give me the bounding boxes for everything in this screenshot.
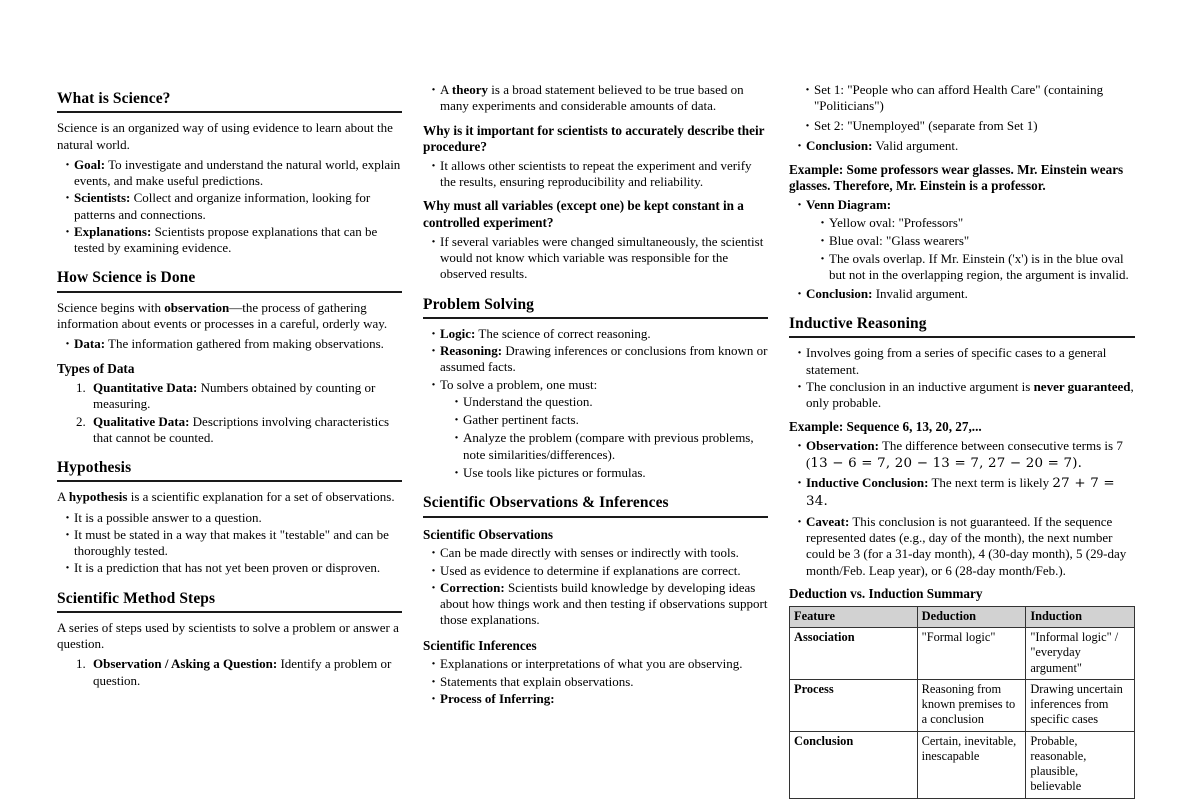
list-item bbox=[797, 475, 1135, 511]
list-item bbox=[65, 157, 402, 190]
bullet-term: Inductive Conclusion: bbox=[806, 475, 929, 491]
hypothesis-bullets bbox=[57, 510, 402, 577]
list-item bbox=[431, 82, 768, 115]
scientific-inferences-bullets bbox=[423, 656, 768, 707]
bullet-term: Scientists: bbox=[74, 190, 131, 206]
bullet-text: Scientists propose explanations that can be tested by examining evidence. bbox=[74, 223, 378, 256]
list-item: · It allows other scientists to repeat the experiment and verify the results, ensuring reproducibility and reliability. bbox=[431, 158, 768, 191]
bullet-text: Collect and organize information, looking for patterns and connections. bbox=[74, 190, 371, 222]
inductive-bullets bbox=[789, 345, 1135, 411]
list-item bbox=[797, 514, 1135, 579]
list-item: · Analyze the problem (compare with previous problems, note similarities/differences). bbox=[454, 430, 768, 463]
bullet-term: Goal: bbox=[74, 156, 106, 172]
venn-items bbox=[806, 215, 1135, 284]
venn-sets-list bbox=[789, 82, 1135, 134]
item-text: Identify a problem or question. bbox=[93, 656, 392, 688]
question-variables-bullets bbox=[423, 234, 768, 283]
list-item bbox=[797, 138, 1135, 154]
bullet-text: The information gathered from making observations. bbox=[105, 336, 384, 352]
heading-question-procedure: Why is it important for scientists to accurately describe their procedure? bbox=[423, 122, 765, 154]
conclusion-math: 27 + 7 = 34. bbox=[806, 476, 1115, 510]
cell-deduction: Certain, inevitable, inescapable bbox=[917, 731, 1026, 798]
venn-diagram-label: Venn Diagram: bbox=[806, 197, 892, 213]
heading-types-of-data: Types of Data bbox=[57, 361, 135, 377]
item-term: Qualitative Data: bbox=[93, 413, 190, 429]
heading-inductive-reasoning: Inductive Reasoning bbox=[789, 315, 1135, 338]
bullet-term: Caveat: bbox=[806, 513, 850, 529]
list-item bbox=[89, 380, 402, 413]
cell-deduction: "Formal logic" bbox=[917, 628, 1026, 680]
how-science-bullets bbox=[57, 336, 402, 352]
list-item: · It is a prediction that has not yet been proven or disproven. bbox=[65, 560, 402, 576]
column-header-deduction: Deduction bbox=[917, 606, 1026, 627]
section-how-science-is-done bbox=[57, 269, 402, 292]
intro-bold: observation bbox=[164, 299, 230, 315]
list-item: · Gather pertinent facts. bbox=[454, 412, 768, 428]
item-text: Descriptions involving characteristics that cannot be counted. bbox=[93, 413, 390, 445]
list-item bbox=[65, 224, 402, 257]
question-procedure-bullets bbox=[423, 158, 768, 191]
what-is-science-intro: Science is an organized way of using evidence to learn about the natural world. bbox=[57, 120, 393, 152]
intro-pre: A bbox=[57, 489, 69, 505]
heading-deduction-induction-summary: Deduction vs. Induction Summary bbox=[789, 585, 983, 601]
bullet-pre: The conclusion in an inductive argument is bbox=[806, 378, 1034, 394]
top-conclusion-list bbox=[789, 138, 1135, 154]
scientific-method-list bbox=[57, 656, 402, 689]
bullet-term: Reasoning: bbox=[440, 343, 503, 359]
column-header-induction: Induction bbox=[1026, 606, 1135, 627]
bullet-post: is a broad statement believed to be true based on many experiments and considerable amounts of data. bbox=[440, 82, 744, 114]
bullet-pre: A bbox=[440, 82, 452, 97]
list-item: · Set 2: "Unemployed" (separate from Set 1) bbox=[805, 118, 1135, 134]
list-item: · If several variables were changed simultaneously, the scientist would not know which variable was responsible for the observed results. bbox=[431, 234, 768, 283]
heading-question-variables: Why must all variables (except one) be kept constant in a controlled experiment? bbox=[423, 198, 744, 230]
deduction-induction-table bbox=[789, 606, 1135, 799]
intro-pre: Science begins with bbox=[57, 299, 165, 315]
column-1 bbox=[57, 0, 402, 688]
list-item bbox=[89, 656, 402, 689]
bullet-text: The next term is likely bbox=[928, 475, 1053, 491]
table-row bbox=[790, 731, 1135, 798]
problem-solving-bullets bbox=[423, 326, 768, 481]
cell-induction: "Informal logic" / "everyday argument" bbox=[1026, 628, 1135, 680]
list-item: · Used as evidence to determine if explanations are correct. bbox=[431, 563, 768, 579]
bullet-term: Process of Inferring: bbox=[440, 690, 555, 706]
table-row bbox=[790, 628, 1135, 680]
cell-feature: Conclusion bbox=[790, 731, 918, 798]
heading-example-glasses: Example: Some professors wear glasses. Mr. Einstein wears glasses. Therefore, Mr. Einstein is a professor. bbox=[789, 162, 1124, 194]
example-glasses-bullets bbox=[789, 197, 1135, 302]
list-item: · It is a possible answer to a question. bbox=[65, 510, 402, 526]
section-what-is-science bbox=[57, 90, 402, 113]
cell-deduction: Reasoning from known premises to a conclusion bbox=[917, 679, 1026, 731]
cell-induction: Probable, reasonable, plausible, believable bbox=[1026, 731, 1135, 798]
heading-how-science-is-done: How Science is Done bbox=[57, 269, 402, 292]
list-item: · Set 1: "People who can afford Health Care" (containing "Politicians") bbox=[805, 82, 1135, 115]
list-item bbox=[65, 336, 402, 352]
list-item: · The ovals overlap. If Mr. Einstein ('x') is in the blue oval but not in the overlapping region, the argument is invalid. bbox=[820, 251, 1135, 284]
bullet-term: Conclusion: bbox=[806, 137, 873, 153]
list-item: · Yellow oval: "Professors" bbox=[820, 215, 1135, 231]
list-item bbox=[431, 691, 768, 707]
list-item bbox=[797, 197, 1135, 283]
section-inductive-reasoning bbox=[789, 315, 1135, 338]
bullet-term: Conclusion: bbox=[806, 285, 873, 301]
intro-bold: hypothesis bbox=[68, 489, 128, 505]
list-item: · Involves going from a series of specific cases to a general statement. bbox=[797, 345, 1135, 378]
table-header-row bbox=[790, 606, 1135, 627]
bullet-term: Explanations: bbox=[74, 223, 152, 239]
heading-scientific-method-steps: Scientific Method Steps bbox=[57, 590, 402, 613]
how-science-intro bbox=[57, 300, 402, 333]
bullet-bold: never guaranteed bbox=[1033, 378, 1131, 394]
list-item: · It must be stated in a way that makes it "testable" and can be thoroughly tested. bbox=[65, 527, 402, 560]
list-item: · Blue oval: "Glass wearers" bbox=[820, 233, 1135, 249]
heading-scientific-inferences: Scientific Inferences bbox=[423, 637, 537, 653]
bullet-term: Observation: bbox=[806, 438, 879, 454]
bullet-text: Invalid argument. bbox=[872, 285, 968, 301]
steps-lead: To solve a problem, one must: bbox=[440, 376, 598, 392]
problem-solving-substeps bbox=[440, 394, 768, 481]
list-item: · Explanations or interpretations of what you are observing. bbox=[431, 656, 768, 672]
section-hypothesis bbox=[57, 459, 402, 482]
hypothesis-intro bbox=[57, 489, 402, 505]
cell-feature: Association bbox=[790, 628, 918, 680]
item-term: Observation / Asking a Question: bbox=[93, 656, 278, 672]
cell-induction: Drawing uncertain inferences from specific cases bbox=[1026, 679, 1135, 731]
bullet-text: The science of correct reasoning. bbox=[475, 325, 651, 341]
bullet-text: To investigate and understand the natural world, explain events, and make useful predictions. bbox=[74, 156, 401, 189]
bullet-text: The difference between consecutive terms is 7 ( bbox=[806, 438, 1123, 470]
list-item bbox=[797, 438, 1135, 472]
list-item: · Can be made directly with senses or indirectly with tools. bbox=[431, 545, 768, 561]
item-text: Numbers obtained by counting or measuring. bbox=[93, 380, 376, 412]
heading-problem-solving: Problem Solving bbox=[423, 296, 768, 319]
bullet-text: Valid argument. bbox=[872, 137, 959, 153]
list-item bbox=[65, 190, 402, 223]
sequence-bullets bbox=[789, 438, 1135, 579]
list-item: · Use tools like pictures or formulas. bbox=[454, 465, 768, 481]
intro-post: —the process of gathering information about events or processes in a careful, orderly way. bbox=[57, 299, 388, 331]
types-of-data-list bbox=[57, 380, 402, 446]
list-item bbox=[797, 286, 1135, 302]
bullet-post: , only probable. bbox=[806, 378, 1134, 410]
heading-observations-inferences: Scientific Observations & Inferences bbox=[423, 494, 768, 517]
scientific-method-intro: A series of steps used by scientists to solve a problem or answer a question. bbox=[57, 619, 399, 652]
heading-hypothesis: Hypothesis bbox=[57, 459, 402, 482]
intro-post: is a scientific explanation for a set of observations. bbox=[127, 489, 395, 505]
column-3 bbox=[789, 0, 1135, 794]
section-problem-solving bbox=[423, 296, 768, 319]
scientific-observations-bullets bbox=[423, 545, 768, 628]
bullet-text: This conclusion is not guaranteed. If the sequence represented dates (e.g., day of the month), the next number could be 3 (for a 31-day month), 4 (30-day month), 5 (29-day month/Feb. Leap year), or 6 (28-day month/Feb.). bbox=[806, 513, 1127, 578]
list-item bbox=[431, 326, 768, 342]
bullet-term: Correction: bbox=[440, 579, 505, 595]
list-item bbox=[431, 580, 768, 629]
cell-feature: Process bbox=[790, 679, 918, 731]
heading-scientific-observations: Scientific Observations bbox=[423, 526, 554, 542]
heading-example-sequence: Example: Sequence 6, 13, 20, 27,... bbox=[789, 419, 982, 435]
observation-math: 13 − 6 = 7, 20 − 13 = 7, 27 − 20 = 7). bbox=[810, 455, 1083, 471]
theory-bullets bbox=[423, 82, 768, 115]
list-item: · Statements that explain observations. bbox=[431, 674, 768, 690]
list-item bbox=[431, 377, 768, 482]
list-item: · Understand the question. bbox=[454, 394, 768, 410]
bullet-term: Data: bbox=[74, 336, 106, 352]
column-header-feature: Feature bbox=[790, 606, 918, 627]
bullet-text: Scientists build knowledge by developing ideas about how things work and then testing if observations support those explanations. bbox=[440, 579, 768, 628]
bullet-bold: theory bbox=[451, 82, 489, 97]
column-2 bbox=[423, 0, 768, 706]
list-item bbox=[797, 379, 1135, 412]
table-row bbox=[790, 679, 1135, 731]
section-observations-inferences bbox=[423, 494, 768, 517]
bullet-text: Drawing inferences or conclusions from known or assumed facts. bbox=[440, 343, 768, 375]
heading-what-is-science: What is Science? bbox=[57, 90, 402, 113]
bullet-term: Logic: bbox=[440, 325, 476, 341]
what-is-science-bullets bbox=[57, 157, 402, 257]
list-item bbox=[89, 414, 402, 447]
section-scientific-method-steps bbox=[57, 590, 402, 613]
list-item bbox=[431, 343, 768, 376]
item-term: Quantitative Data: bbox=[93, 380, 198, 396]
